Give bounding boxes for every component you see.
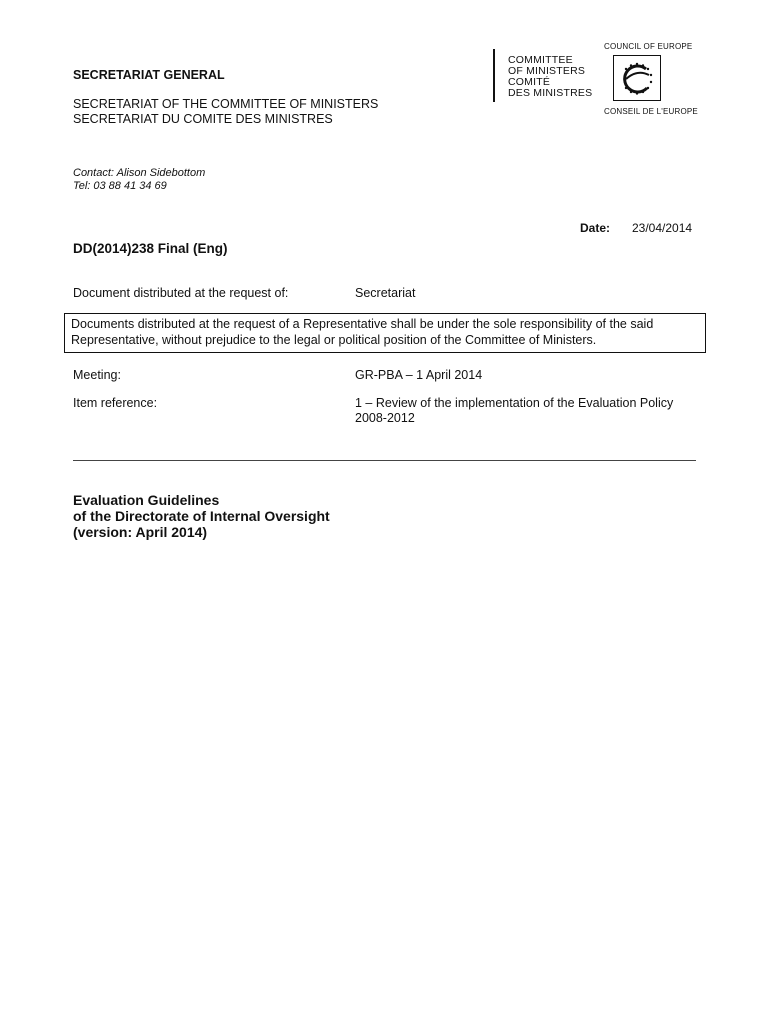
disclaimer-box: Documents distributed at the request of a Representative shall be under the sole responsibility of the said Representative, without prejudice to the legal or political position of the Committee of Ministers. bbox=[64, 313, 706, 353]
item-reference-value bbox=[355, 396, 700, 426]
title-line: (version: April 2014) bbox=[73, 524, 208, 540]
item-reference-line: 2008-2012 bbox=[355, 411, 415, 425]
item-reference-line: 1 – Review of the implementation of the Evaluation Policy bbox=[355, 396, 674, 410]
committee-line: COMITÉ bbox=[508, 76, 551, 88]
header-divider bbox=[493, 49, 495, 102]
secretariat-english: SECRETARIAT OF THE COMMITTEE OF MINISTERS bbox=[73, 97, 379, 111]
committee-line: COMMITTEE bbox=[508, 54, 573, 66]
date-label: Date: bbox=[580, 221, 611, 235]
section-divider bbox=[73, 460, 696, 461]
committee-line: OF MINISTERS bbox=[508, 65, 586, 77]
contact-name: Contact: Alison Sidebottom bbox=[73, 167, 206, 179]
item-reference-label: Item reference: bbox=[73, 396, 158, 410]
committee-of-ministers-block bbox=[508, 55, 592, 99]
meeting-label: Meeting: bbox=[73, 368, 121, 382]
council-of-europe-logo-icon bbox=[613, 55, 661, 101]
distributed-value: Secretariat bbox=[355, 286, 416, 300]
secretariat-french: SECRETARIAT DU COMITE DES MINISTRES bbox=[73, 112, 333, 126]
distributed-label: Document distributed at the request of: bbox=[73, 286, 289, 300]
committee-line: DES MINISTRES bbox=[508, 87, 593, 99]
title-line: of the Directorate of Internal Oversight bbox=[73, 508, 330, 524]
meeting-value: GR-PBA – 1 April 2014 bbox=[355, 368, 483, 382]
council-of-europe-label: COUNCIL OF EUROPE bbox=[604, 42, 693, 51]
contact-tel: Tel: 03 88 41 34 69 bbox=[73, 180, 167, 192]
document-id: DD(2014)238 Final (Eng) bbox=[73, 241, 228, 256]
date-value: 23/04/2014 bbox=[632, 221, 693, 235]
title-line: Evaluation Guidelines bbox=[73, 492, 220, 508]
document-title bbox=[73, 492, 330, 540]
conseil-de-l-europe-label: CONSEIL DE L'EUROPE bbox=[604, 107, 698, 116]
secretariat-general-heading: SECRETARIAT GENERAL bbox=[73, 68, 225, 82]
